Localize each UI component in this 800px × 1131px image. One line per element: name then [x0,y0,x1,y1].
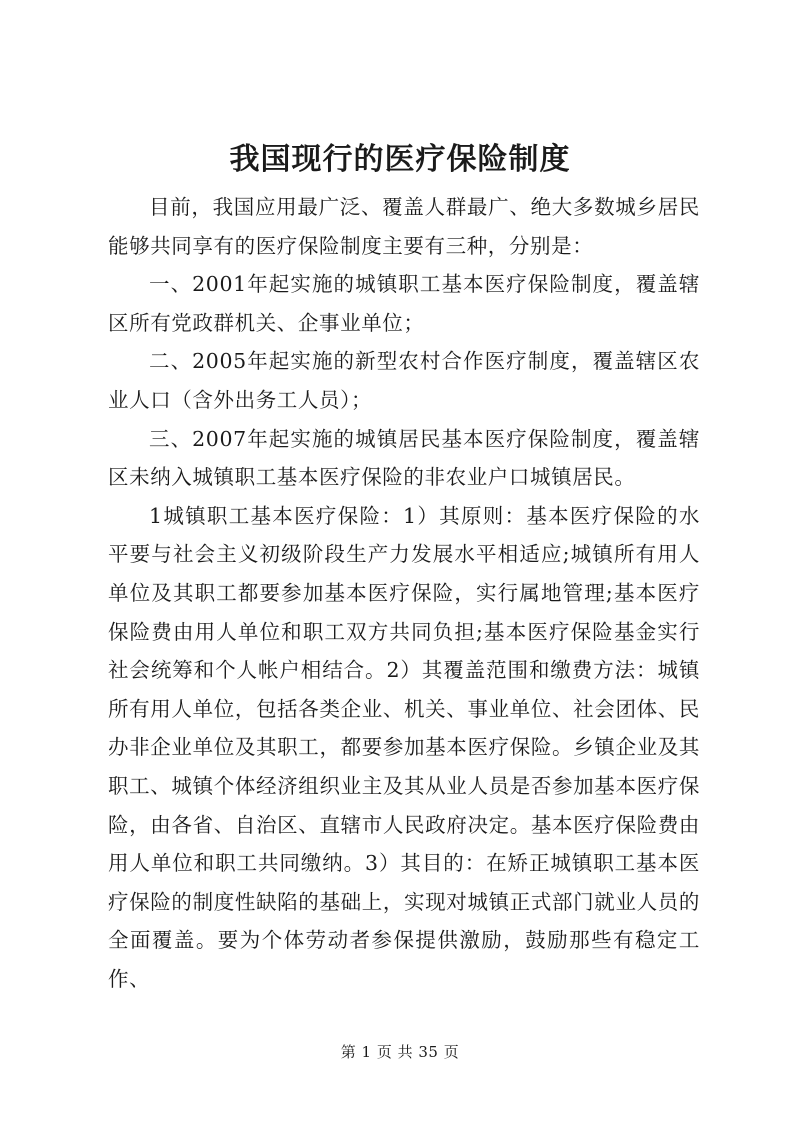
page-number-footer: 第 1 页 共 35 页 [340,1043,460,1061]
paragraph-section-1: 1城镇职工基本医疗保险：1）其原则：基本医疗保险的水平要与社会主义初级阶段生产力发展水平相适应;城镇所有用人单位及其职工都要参加基本医疗保险，实行属地管理;基本医疗保险费由用人单位和职工双方共同负担;基本医疗保险基金实行社会统筹和个人帐户相结合。2）其覆盖范围和缴费方法：城镇所有用人单位，包括各类企业、机关、事业单位、社会团体、民办非企业单位及其职工，都要参加基本医疗保险。乡镇企业及其职工、城镇个体经济组织业主及其从业人员是否参加基本医疗保险，由各省、自治区、直辖市人民政府决定。基本医疗保险费由用人单位和职工共同缴纳。3）其目的：在矫正城镇职工基本医疗保险的制度性缺陷的基础上，实现对城镇正式部门就业人员的全面覆盖。要为个体劳动者参保提供激励，鼓励那些有稳定工作、 [108,503,700,991]
paragraph-item-1: 一、2001年起实施的城镇职工基本医疗保险制度，覆盖辖区所有党政群机关、企事业单位； [108,272,700,335]
document-title: 我国现行的医疗保险制度 [229,142,571,177]
paragraph-item-3: 三、2007年起实施的城镇居民基本医疗保险制度，覆盖辖区未纳入城镇职工基本医疗保险的非农业户口城镇居民。 [108,426,700,490]
paragraph-intro: 目前，我国应用最广泛、覆盖人群最广、绝大多数城乡居民能够共同享有的医疗保险制度主要有三种，分别是： [108,195,700,258]
paragraph-item-2: 二、2005年起实施的新型农村合作医疗制度，覆盖辖区农业人口（含外出务工人员）； [108,349,700,412]
document-body [108,188,700,998]
